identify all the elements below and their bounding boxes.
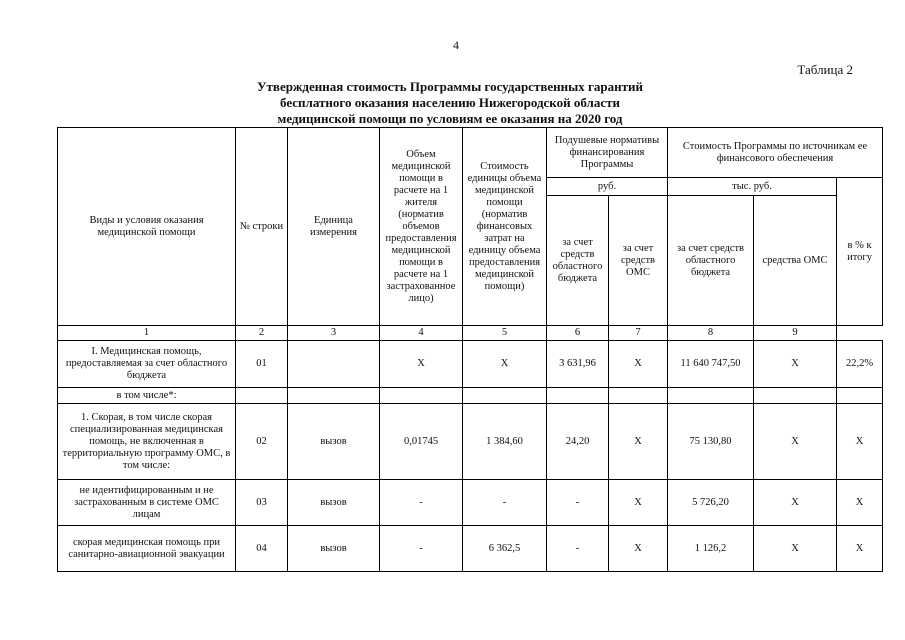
- header-program-cost: Стоимость Программы по источникам ее финансового обеспечения: [668, 128, 883, 178]
- row-cost-oms: X: [754, 480, 837, 526]
- table-row: [58, 388, 883, 404]
- header-unit: Единица измерения: [288, 128, 380, 326]
- title-line-3: медицинской помощи по условиям ее оказания на 2020 год: [277, 111, 623, 126]
- row-volume: 0,01745: [380, 404, 463, 480]
- row-cost-oms: X: [754, 404, 837, 480]
- header-unit-cost: Стоимость единицы объема медицинской помощи (норматив финансовых затрат на единицу объема предоставления медицинской помощи): [463, 128, 547, 326]
- row-per-capita-oms: X: [609, 526, 668, 572]
- table-row: [58, 404, 883, 480]
- row-per-capita-budget: 24,20: [547, 404, 609, 480]
- row-unit-cost: [463, 388, 547, 404]
- row-name: I. Медицинская помощь, предоставляемая за счет областного бюджета: [58, 341, 236, 388]
- row-per-capita-budget: -: [547, 480, 609, 526]
- row-per-capita-oms: X: [609, 480, 668, 526]
- row-per-capita-budget: 3 631,96: [547, 341, 609, 388]
- row-volume: -: [380, 526, 463, 572]
- row-volume: -: [380, 480, 463, 526]
- row-cost-oms: X: [754, 526, 837, 572]
- header-percent: в % к итогу: [837, 178, 883, 326]
- row-line: 03: [236, 480, 288, 526]
- header-per-capita-budget: за счет средств областного бюджета: [547, 196, 609, 326]
- header-kind: Виды и условия оказания медицинской помощи: [58, 128, 236, 326]
- column-number-row: [58, 326, 883, 341]
- column-number: 5: [463, 326, 547, 341]
- row-percent: [837, 388, 883, 404]
- row-cost-budget: 75 130,80: [668, 404, 754, 480]
- header-per-capita-normatives: Подушевые нормативы финансирования Программы: [547, 128, 668, 178]
- column-number: 2: [236, 326, 288, 341]
- row-percent: X: [837, 526, 883, 572]
- row-unit: [288, 388, 380, 404]
- row-per-capita-oms: [609, 388, 668, 404]
- table-label: Таблица 2: [797, 62, 853, 77]
- row-percent: X: [837, 480, 883, 526]
- column-number: 1: [58, 326, 236, 341]
- row-unit-cost: 6 362,5: [463, 526, 547, 572]
- header-line-number: № строки: [236, 128, 288, 326]
- header-unit-rub: руб.: [547, 178, 668, 196]
- column-number: 7: [609, 326, 668, 341]
- header-cost-oms: средства ОМС: [754, 196, 837, 326]
- header-volume: Объем медицинской помощи в расчете на 1 жителя (норматив объемов предоставления медицинской помощи в расчете на 1 застрахованное лицо): [380, 128, 463, 326]
- row-per-capita-oms: X: [609, 404, 668, 480]
- table-row: [58, 341, 883, 388]
- column-number: 8: [668, 326, 754, 341]
- row-unit: вызов: [288, 526, 380, 572]
- row-unit: вызов: [288, 404, 380, 480]
- row-unit-cost: 1 384,60: [463, 404, 547, 480]
- page-number: 4: [453, 38, 459, 52]
- row-line: 01: [236, 341, 288, 388]
- row-line: [236, 388, 288, 404]
- column-number: 4: [380, 326, 463, 341]
- row-cost-budget: 5 726,20: [668, 480, 754, 526]
- row-cost-oms: [754, 388, 837, 404]
- row-percent: 22,2%: [837, 341, 883, 388]
- title-line-1: Утвержденная стоимость Программы государственных гарантий: [257, 79, 643, 94]
- row-per-capita-oms: X: [609, 341, 668, 388]
- row-volume: X: [380, 341, 463, 388]
- program-cost-table: [57, 127, 883, 572]
- row-unit-cost: X: [463, 341, 547, 388]
- column-number: 3: [288, 326, 380, 341]
- row-unit: [288, 341, 380, 388]
- row-unit: вызов: [288, 480, 380, 526]
- header-unit-thousand-rub: тыс. руб.: [668, 178, 837, 196]
- column-number: 9: [754, 326, 837, 341]
- column-number: 6: [547, 326, 609, 341]
- row-cost-budget: 1 126,2: [668, 526, 754, 572]
- row-name: 1. Скорая, в том числе скорая специализированная медицинская помощь, не включенная в территориальную программу ОМС, в том числе:: [58, 404, 236, 480]
- row-cost-budget: 11 640 747,50: [668, 341, 754, 388]
- row-name: в том числе*:: [58, 388, 236, 404]
- header-cost-budget: за счет средств областного бюджета: [668, 196, 754, 326]
- title-line-2: бесплатного оказания населению Нижегородской области: [280, 95, 620, 110]
- row-per-capita-budget: [547, 388, 609, 404]
- row-volume: [380, 388, 463, 404]
- table-row: [58, 526, 883, 572]
- table-row: [58, 480, 883, 526]
- row-per-capita-budget: -: [547, 526, 609, 572]
- row-unit-cost: -: [463, 480, 547, 526]
- row-name: скорая медицинская помощь при санитарно-авиационной эвакуации: [58, 526, 236, 572]
- row-cost-oms: X: [754, 341, 837, 388]
- row-line: 04: [236, 526, 288, 572]
- row-line: 02: [236, 404, 288, 480]
- row-percent: X: [837, 404, 883, 480]
- row-name: не идентифицированным и не застрахованным в системе ОМС лицам: [58, 480, 236, 526]
- document-title: [150, 79, 750, 127]
- row-cost-budget: [668, 388, 754, 404]
- header-per-capita-oms: за счет средств ОМС: [609, 196, 668, 326]
